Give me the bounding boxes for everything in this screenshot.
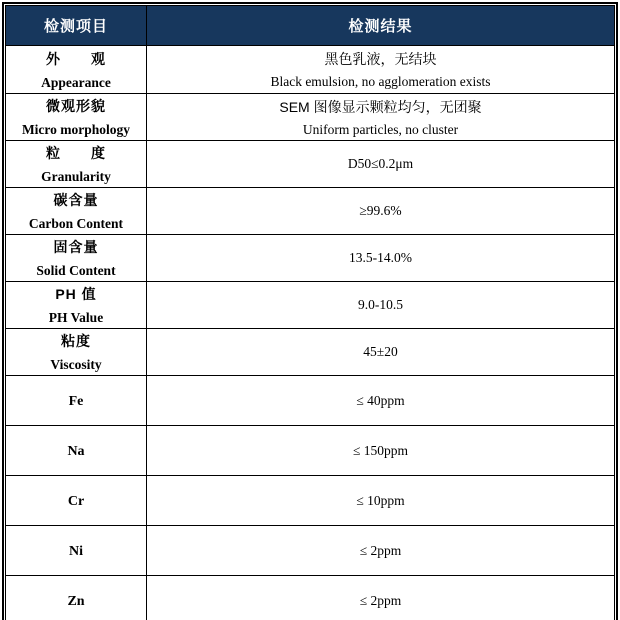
result-value: ≥99.6% <box>359 203 402 218</box>
table-row-ph-value <box>6 282 615 329</box>
item-label-en: Micro morphology <box>21 122 131 137</box>
item-label-en: Appearance <box>41 74 111 90</box>
inspection-spec-table <box>5 5 615 620</box>
header-cell-result: 检测结果 <box>147 6 615 46</box>
header-cell-item: 检测项目 <box>6 6 147 46</box>
table-row-ni <box>6 526 615 576</box>
item-cell <box>6 235 147 282</box>
item-label: Zn <box>67 593 85 609</box>
item-cell <box>6 526 147 576</box>
table-row-micro-morphology <box>6 94 615 141</box>
result-cell <box>147 188 615 235</box>
result-text-en: Black emulsion, no agglomeration exists <box>270 74 491 89</box>
result-value: 45±20 <box>363 344 398 359</box>
result-value: 13.5-14.0% <box>349 250 412 265</box>
table-row-fe <box>6 376 615 426</box>
result-value: ≤ 10ppm <box>356 492 405 508</box>
item-label-zh: 碳含量 <box>53 192 99 208</box>
result-cell <box>147 329 615 376</box>
item-label-en: Granularity <box>41 169 111 184</box>
result-cell <box>147 426 615 476</box>
result-cell <box>147 526 615 576</box>
table-row-carbon-content <box>6 188 615 235</box>
item-cell <box>6 426 147 476</box>
item-label-zh: 微观形貌 <box>46 98 106 114</box>
table-row-solid-content <box>6 235 615 282</box>
item-cell <box>6 329 147 376</box>
table-header-row <box>6 6 615 46</box>
item-label-zh: 粘度 <box>61 333 91 349</box>
result-value: 9.0-10.5 <box>358 297 403 312</box>
item-cell <box>6 94 147 141</box>
item-label-en: PH Value <box>48 310 104 325</box>
result-cell <box>147 46 615 94</box>
item-label-zh: 外 观 <box>46 50 106 67</box>
spec-table-wrapper <box>2 2 618 620</box>
result-cell <box>147 476 615 526</box>
table-row-appearance <box>6 46 615 94</box>
table-row-zn <box>6 576 615 620</box>
item-cell <box>6 282 147 329</box>
result-text-zh: SEM 图像显示颗粒均匀，无团聚 <box>279 98 482 115</box>
item-cell <box>6 476 147 526</box>
result-cell <box>147 282 615 329</box>
item-label-en: Viscosity <box>50 357 102 372</box>
table-row-cr <box>6 476 615 526</box>
item-label-en: Solid Content <box>36 263 116 278</box>
result-text-en: Uniform particles, no cluster <box>302 121 459 137</box>
item-cell <box>6 376 147 426</box>
table-row-viscosity <box>6 329 615 376</box>
item-label: Na <box>67 443 85 459</box>
result-cell <box>147 376 615 426</box>
result-cell <box>147 235 615 282</box>
result-value: ≤ 150ppm <box>352 442 409 458</box>
item-label-zh: 固含量 <box>53 239 99 255</box>
result-value: ≤ 2ppm <box>359 542 402 558</box>
result-cell <box>147 576 615 620</box>
item-cell <box>6 188 147 235</box>
result-value: ≤ 2ppm <box>359 592 402 608</box>
item-cell <box>6 46 147 94</box>
result-cell <box>147 94 615 141</box>
result-value: D50≤0.2μm <box>347 156 414 171</box>
result-text-zh: 黑色乳液，无结块 <box>324 51 437 67</box>
item-label: Cr <box>67 493 85 509</box>
item-label: Ni <box>69 543 83 559</box>
item-label: Fe <box>68 393 84 409</box>
result-value: ≤ 40ppm <box>356 392 405 408</box>
item-cell <box>6 576 147 620</box>
table-row-granularity <box>6 141 615 188</box>
item-cell <box>6 141 147 188</box>
item-label-en: Carbon Content <box>28 216 124 231</box>
item-label-zh: 粒 度 <box>46 145 106 161</box>
item-label-zh: PH 值 <box>55 286 97 302</box>
table-row-na <box>6 426 615 476</box>
result-cell <box>147 141 615 188</box>
